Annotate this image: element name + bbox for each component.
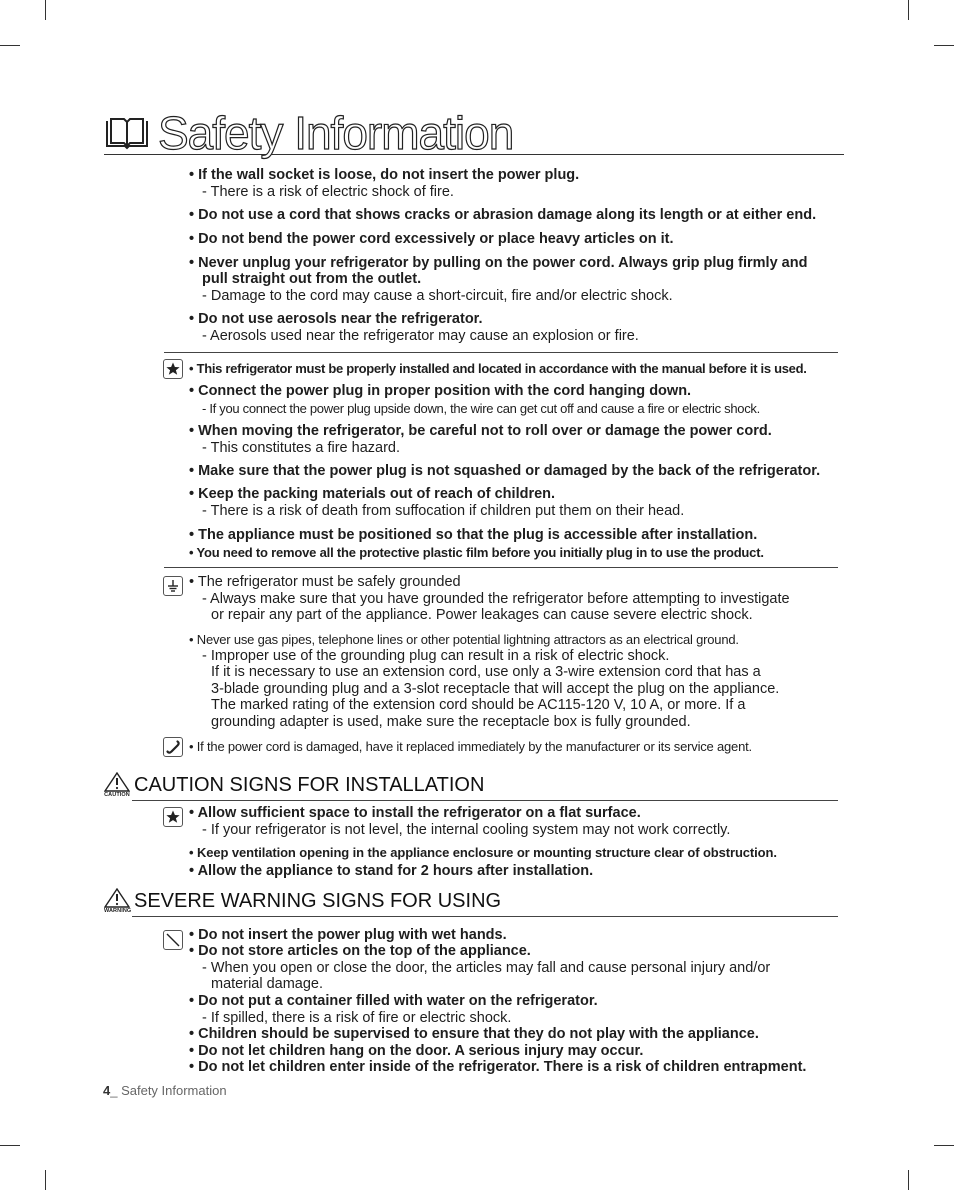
bullet-item: • Make sure that the power plug is not squashed or damaged by the back of the refrigerator. <box>189 463 821 479</box>
crop-mark <box>908 1170 909 1190</box>
bullet-item: • Children should be supervised to ensure that they do not play with the appliance. <box>189 1026 759 1042</box>
divider <box>164 567 838 568</box>
sub-item: - Aerosols used near the refrigerator may cause an explosion or fire. <box>202 328 639 344</box>
ground-icon <box>163 576 183 596</box>
crop-mark <box>45 0 46 20</box>
sub-item: - When you open or close the door, the articles may fall and cause personal injury and/or <box>202 960 771 976</box>
crop-mark <box>934 45 954 46</box>
bullet-item: • Keep ventilation opening in the appliance enclosure or mounting structure clear of obstruction. <box>189 845 777 860</box>
bullet-item: • Do not use aerosols near the refrigerator. <box>189 311 483 327</box>
warning-section-header <box>104 888 844 914</box>
bullet-item: • Do not bend the power cord excessively or place heavy articles on it. <box>189 231 674 247</box>
prohibited-icon <box>163 930 183 950</box>
sub-continuation: or repair any part of the appliance. Power leakages can cause severe electric shock. <box>211 607 753 623</box>
crop-mark <box>0 1145 20 1146</box>
sub-continuation: If it is necessary to use an extension cord, use only a 3-wire extension cord that has a <box>211 664 761 680</box>
star-icon <box>163 359 183 379</box>
sub-continuation: grounding adapter is used, make sure the receptacle box is fully grounded. <box>211 714 691 730</box>
sub-item: - If you connect the power plug upside down, the wire can get cut off and cause a fire or electric shock. <box>202 401 760 416</box>
caution-section-header <box>104 772 844 798</box>
bullet-item: • The appliance must be positioned so that the plug is accessible after installation. <box>189 527 758 543</box>
bullet-item: • Do not let children hang on the door. A serious injury may occur. <box>189 1043 644 1059</box>
bullet-item: • When moving the refrigerator, be careful not to roll over or damage the power cord. <box>189 423 772 439</box>
bullet-item: • Allow the appliance to stand for 2 hours after installation. <box>189 863 594 879</box>
sub-continuation: The marked rating of the extension cord should be AC115-120 V, 10 A, or more. If a <box>211 697 746 713</box>
phone-icon <box>163 737 183 757</box>
bullet-item: • Allow sufficient space to install the refrigerator on a flat surface. <box>189 805 641 821</box>
crop-mark <box>934 1145 954 1146</box>
warning-badge-label: WARNING <box>104 908 132 914</box>
crop-mark <box>45 1170 46 1190</box>
bullet-item: • Never unplug your refrigerator by pulling on the power cord. Always grip plug firmly and <box>189 255 808 271</box>
bullet-item: • Do not use a cord that shows cracks or abrasion damage along its length or at either end. <box>189 207 817 223</box>
sub-item: - Always make sure that you have grounded the refrigerator before attempting to investigate <box>202 591 790 607</box>
bullet-item: • This refrigerator must be properly installed and located in accordance with the manual before it is used. <box>189 361 807 376</box>
sub-item: - There is a risk of electric shock of fire. <box>202 184 454 200</box>
star-icon <box>163 807 183 827</box>
sub-item: - If spilled, there is a risk of fire or electric shock. <box>202 1010 512 1026</box>
bullet-item: • Never use gas pipes, telephone lines or other potential lightning attractors as an electrical ground. <box>189 632 739 647</box>
page-footer <box>103 1083 227 1098</box>
bullet-item: • Keep the packing materials out of reach of children. <box>189 486 556 502</box>
page-header <box>104 107 844 159</box>
page-number: 4 <box>103 1083 111 1098</box>
sub-item: - Improper use of the grounding plug can result in a risk of electric shock. <box>202 648 670 664</box>
divider <box>132 800 838 801</box>
bullet-item: • Do not insert the power plug with wet hands. <box>189 927 507 943</box>
divider <box>132 916 838 917</box>
section-heading: SEVERE WARNING SIGNS FOR USING <box>134 890 502 912</box>
sub-continuation: 3-blade grounding plug and a 3-slot receptacle that will accept the plug on the appliance. <box>211 681 780 697</box>
sub-item: - This constitutes a fire hazard. <box>202 440 400 456</box>
footer-label: _ Safety Information <box>110 1083 227 1098</box>
sub-continuation: material damage. <box>211 976 324 992</box>
section-heading: CAUTION SIGNS FOR INSTALLATION <box>134 774 485 796</box>
sub-item: - Damage to the cord may cause a short-circuit, fire and/or electric shock. <box>202 288 673 304</box>
bullet-item: • If the wall socket is loose, do not insert the power plug. <box>189 167 580 183</box>
bullet-item: • You need to remove all the protective plastic film before you initially plug in to use the product. <box>189 545 764 560</box>
crop-mark <box>0 45 20 46</box>
bullet-item: • Connect the power plug in proper position with the cord hanging down. <box>189 383 692 399</box>
bullet-item: • Do not let children enter inside of the refrigerator. There is a risk of children entrapment. <box>189 1059 807 1075</box>
bullet-continuation: pull straight out from the outlet. <box>202 271 422 287</box>
bullet-item: • Do not store articles on the top of the appliance. <box>189 943 531 959</box>
crop-mark <box>908 0 909 20</box>
sub-item: - If your refrigerator is not level, the internal cooling system may not work correctly. <box>202 822 731 838</box>
warning-triangle-icon <box>104 888 130 908</box>
bullet-item: • If the power cord is damaged, have it replaced immediately by the manufacturer or its service agent. <box>189 739 752 754</box>
book-icon <box>104 116 150 150</box>
bullet-item: • Do not put a container filled with water on the refrigerator. <box>189 993 598 1009</box>
bullet-item: • The refrigerator must be safely grounded <box>189 574 461 590</box>
divider <box>164 352 838 353</box>
sub-item: - There is a risk of death from suffocation if children put them on their head. <box>202 503 685 519</box>
caution-triangle-icon <box>104 772 130 792</box>
page-title: Safety Information <box>158 107 514 159</box>
caution-badge-label: CAUTION <box>104 792 130 798</box>
